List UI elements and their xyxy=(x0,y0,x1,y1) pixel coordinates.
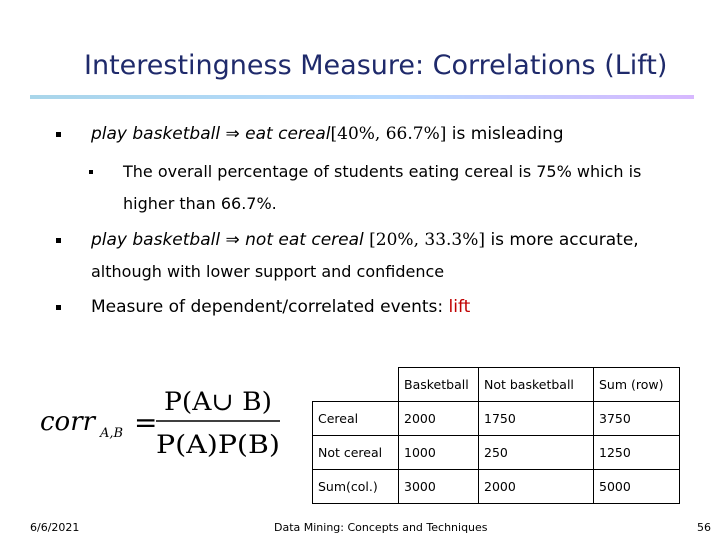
table-row xyxy=(313,436,680,470)
bullet-marker xyxy=(56,305,61,310)
implies-arrow: ⇒ xyxy=(225,230,240,250)
page-number: 56 xyxy=(697,521,711,534)
bullet-1-antecedent: play basketball xyxy=(91,124,221,144)
implies-arrow: ⇒ xyxy=(225,124,240,144)
bullet-2-line-2: although with lower support and confidence xyxy=(91,262,445,281)
table-corner-cell xyxy=(313,368,399,402)
bullet-3-text: Measure of dependent/correlated events: xyxy=(91,297,444,317)
table-row-label: Cereal xyxy=(313,402,399,436)
title-divider xyxy=(30,95,694,99)
formula-numerator: P(A∪ B) xyxy=(164,387,272,416)
sub-bullet-line-1: The overall percentage of students eating cereal is 75% which is xyxy=(123,162,642,181)
bullet-marker xyxy=(56,132,61,137)
table-header: Sum (row) xyxy=(594,368,680,402)
bullet-marker xyxy=(56,238,61,243)
table-cell: 5000 xyxy=(594,470,680,504)
table-cell: 1000 xyxy=(399,436,479,470)
table-header-row xyxy=(313,368,680,402)
bullet-1-consequent: eat cereal xyxy=(245,124,331,144)
table-header: Not basketball xyxy=(479,368,594,402)
bullet-1-values: [40%, 66.7%] xyxy=(330,124,447,144)
table-row xyxy=(313,470,680,504)
sub-bullet-line-2: higher than 66.7%. xyxy=(123,194,277,213)
footer-date: 6/6/2021 xyxy=(30,521,80,534)
table-row-label: Sum(col.) xyxy=(313,470,399,504)
table-row xyxy=(313,402,680,436)
table-cell: 2000 xyxy=(399,402,479,436)
slide-title: Interestingness Measure: Correlations (Lift) xyxy=(84,50,668,81)
table-cell: 3000 xyxy=(399,470,479,504)
table-cell: 250 xyxy=(479,436,594,470)
bullet-marker xyxy=(89,170,93,174)
table-cell: 2000 xyxy=(479,470,594,504)
footer-title: Data Mining: Concepts and Techniques xyxy=(274,521,488,534)
table-header: Basketball xyxy=(399,368,479,402)
lift-keyword: lift xyxy=(448,297,471,317)
table-row-label: Not cereal xyxy=(313,436,399,470)
table-cell: 1250 xyxy=(594,436,680,470)
formula-subscript: A,B xyxy=(100,426,124,441)
bullet-2 xyxy=(91,230,639,250)
table-cell: 1750 xyxy=(479,402,594,436)
formula-equals: = xyxy=(134,406,158,439)
bullet-2-antecedent: play basketball xyxy=(91,230,221,250)
formula-lhs: corr xyxy=(40,407,96,437)
bullet-1 xyxy=(91,124,564,144)
table-cell: 3750 xyxy=(594,402,680,436)
bullet-1-rest: is misleading xyxy=(451,124,564,144)
bullet-3 xyxy=(91,297,470,317)
bullet-2-consequent: not eat cereal xyxy=(245,230,364,250)
bullet-2-values: [20%, 33.3%] xyxy=(369,230,486,250)
contingency-table xyxy=(312,367,680,504)
bullet-2-rest: is more accurate, xyxy=(490,230,639,250)
formula-denominator: P(A)P(B) xyxy=(156,430,280,459)
lift-formula xyxy=(38,380,298,470)
